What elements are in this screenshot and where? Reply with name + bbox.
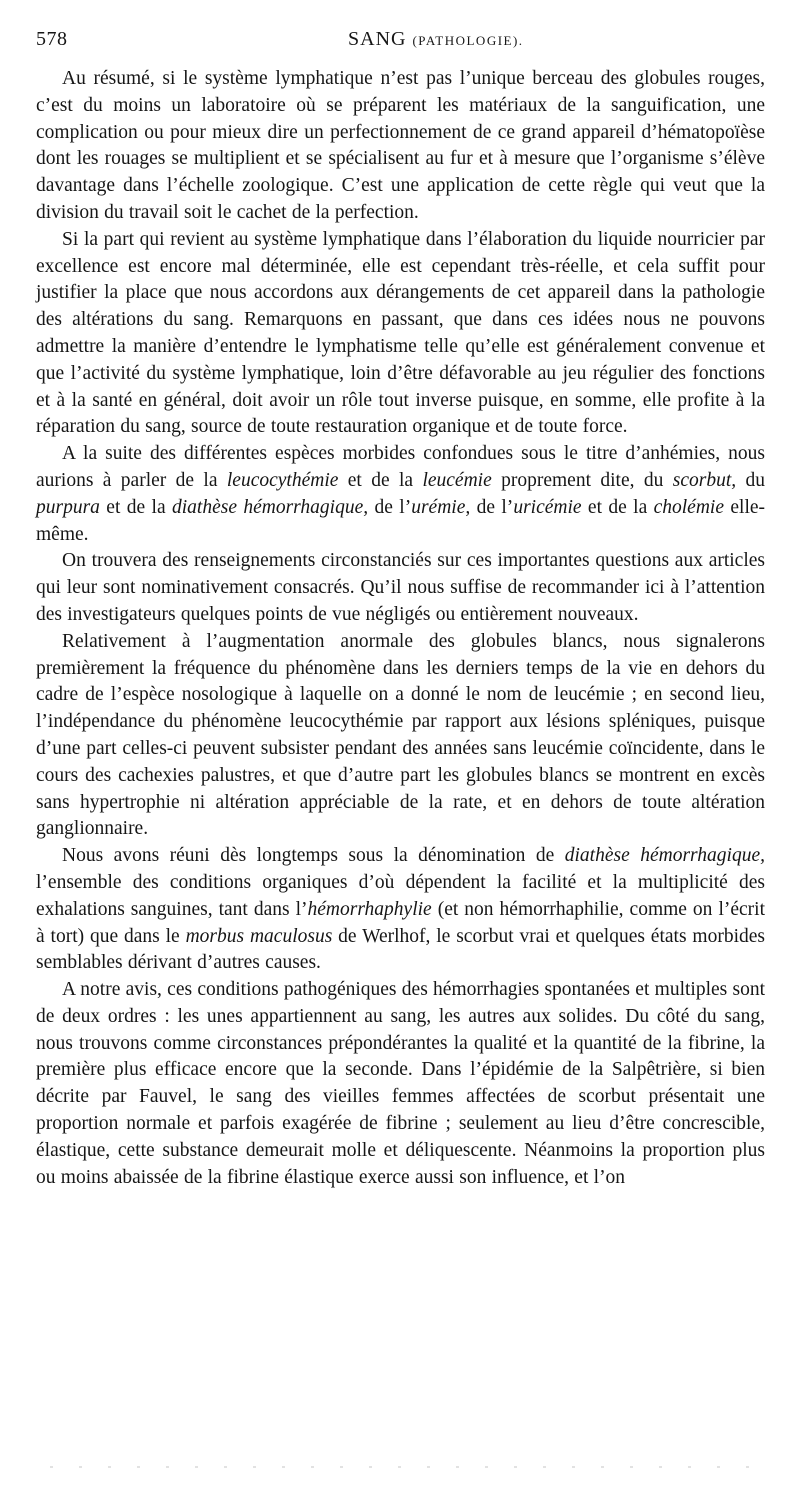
text-run: de Werlhof, le scorbut vrai et quelques états morbides semblables dérivant d’autres causes.: [36, 925, 765, 974]
text-run: et de la: [99, 496, 172, 518]
text-run: Si la part qui revient au système lymphatique dans l’élaboration du liquide nourricier par excellence est encore mal déterminée, elle est cependant très-réelle, et cela suffit pour justifier la place que nous accordons aux dérangements de cet appareil dans la pathologie des altérations du sang. Remarquons en passant, que dans ces idées nous ne pouvons admettre la manière d’entendre le lymphatisme telle qu’elle est généralement convenue et que l’activité du système lymphatique, loin d’être défavorable au jeu régulier des fonctions et à la santé en général, doit avoir un rôle tout inverse puisque, en somme, elle profite à la réparation du sang, source de toute restauration organique et de toute force.: [36, 228, 765, 438]
paragraph: [36, 548, 765, 628]
text-run: A notre avis, ces conditions pathogéniques des hémorrhagies spontanées et multiples sont de deux ordres : les unes appartiennent au sang, les autres aux solides. Du côté du sang, nous trouvons comme circonstances prépondérantes la qualité et la quantité de la fibrine, la première plus efficace encore que la seconde. Dans l’épidémie de la Salpêtrière, si bien décrite par Fauvel, le sang des vieilles femmes affectées de scorbut présentait une proportion normale et parfois exagérée de fibrine ; seulement au lieu d’être concrescible, élastique, cette substance demeurait molle et déliquescente. Néanmoins la proportion plus ou moins abaissée de la fibrine élastique exerce aussi son influence, et l’on: [36, 979, 766, 1188]
text-run: de l’: [470, 496, 514, 518]
italic-term: diathèse hémorrhagique,: [564, 845, 765, 867]
text-run: Nous avons réuni dès longtemps sous la dénomination de: [62, 845, 565, 867]
paragraph: [36, 843, 765, 977]
italic-term: diathèse hémorrhagique,: [172, 496, 369, 518]
text-run: A la suite des différentes espèces morbides confondues sous le titre d’anhémies, nous aurions à parler de la: [36, 443, 765, 491]
text-run: Au résumé, si le système lymphatique n’est pas l’unique berceau des globules rouges, c’est du moins un laboratoire où se préparent les matériaux de la sanguification, une complication ou pour mieux dire un perfectionnement de ce grand appareil d’hématopoïèse dont les rouages se multiplient et se spécialisent au fur et à mesure que l’organisme s’élève davantage dans l’échelle zoologique. C’est une application de cette règle qui veut que la division du travail soit le cachet de la perfection.: [36, 68, 765, 223]
running-title: [348, 28, 524, 51]
paragraph: [36, 66, 765, 227]
running-title-sub: (PATHOLOGIE).: [412, 33, 524, 48]
italic-term: cholémie: [653, 496, 724, 518]
italic-term: purpura: [36, 496, 100, 518]
paragraph: [36, 227, 765, 441]
body-text: [36, 66, 765, 1191]
page-bottom-speckle: [50, 1466, 760, 1468]
paragraph: [36, 629, 765, 843]
text-run: proprement dite, du: [491, 469, 673, 491]
paragraph: [36, 977, 765, 1191]
text-run: Relativement à l’augmentation anormale des globules blancs, nous signalerons premièrement la fréquence du phénomène dans les derniers temps de la vie en dehors du cadre de l’espèce nosologique à laquelle on a donné le nom de leucémie ; en second lieu, l’indépendance du phénomène leucocythémie par rapport aux lésions spléniques, puisque d’une part celles-ci peuvent subsister pendant des années sans leucémie coïncidente, dans le cours des cachexies palustres, et que d’autre part les globules blancs se montrent en excès sans hypertrophie ni altération appréciable de la rate, et en dehors de toute altération ganglionnaire.: [36, 630, 765, 840]
italic-term: scorbut,: [672, 469, 737, 491]
italic-term: leucémie: [422, 469, 492, 491]
running-title-main: SANG: [348, 28, 407, 50]
page-number: 578: [36, 28, 68, 50]
text-run: et de la: [338, 469, 423, 491]
text-run: du: [736, 469, 765, 491]
text-run: elle-même.: [36, 496, 766, 545]
running-header: [36, 28, 764, 58]
text-run: et de la: [581, 496, 654, 518]
text-run: (et non hémorrhaphilie, comme on l’écrit à tort) que dans le: [36, 898, 765, 947]
italic-term: urémie,: [411, 496, 471, 518]
italic-term: leucocythémie: [226, 469, 339, 491]
paragraph: [36, 441, 765, 548]
italic-term: hémorrhaphylie: [307, 898, 432, 920]
text-run: de l’: [368, 496, 412, 518]
italic-term: uricémie: [513, 496, 582, 518]
text-run: On trouvera des renseignements circonstanciés sur ces importantes questions aux articles qui leur sont nominativement consacrés. Qu’il nous suffise de recommander ici à l’attention des investigateurs quelques points de vue négligés ou entièrement nouveaux.: [36, 550, 765, 625]
text-run: l’ensemble des conditions organiques d’où dépendent la facilité et la multiplicité des exhalations sanguines, tant dans l’: [36, 871, 765, 920]
italic-term: morbus maculosus: [185, 925, 333, 947]
